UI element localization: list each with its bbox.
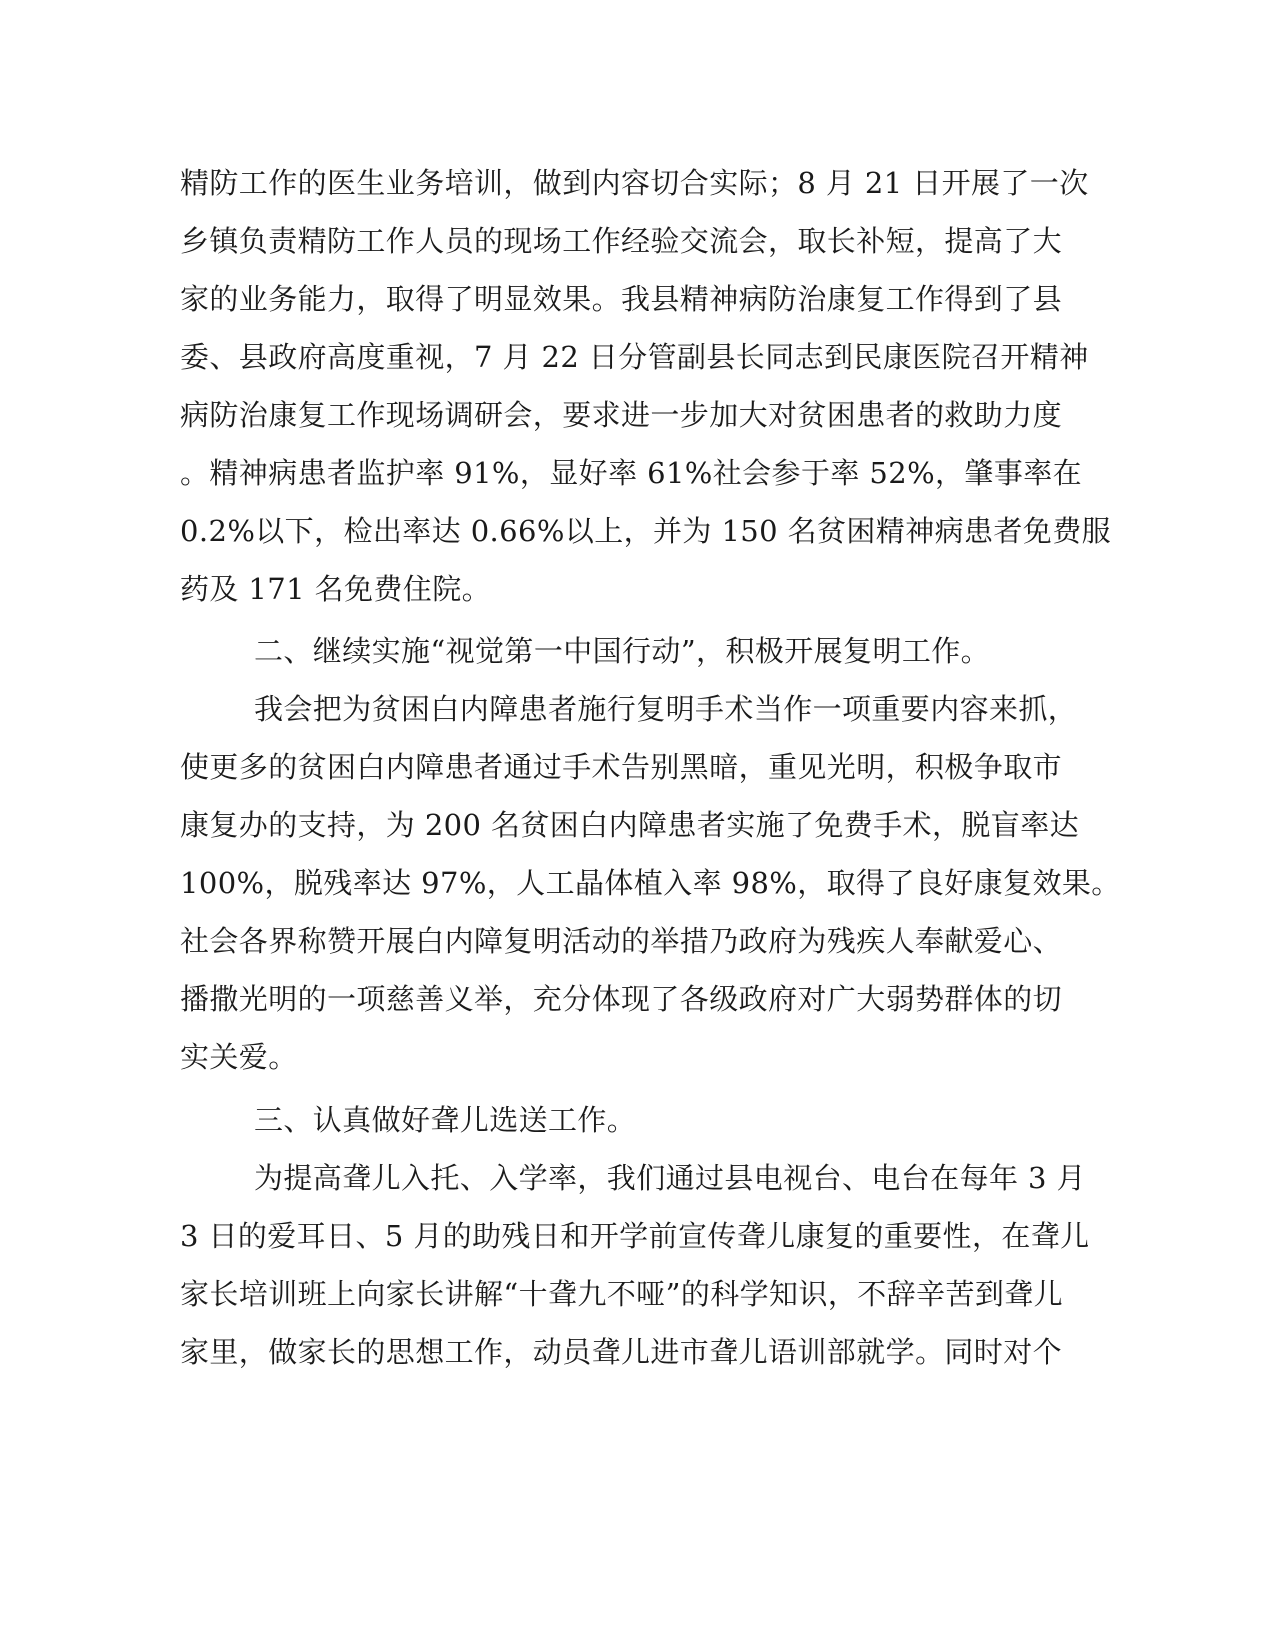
body-text-line: 家里，做家长的思想工作，动员聋儿进市聋儿语训部就学。同时对个 [180,1335,1063,1369]
paragraph-first-line: 为提高聋儿入托、入学率，我们通过县电视台、电台在每年 3 月 [254,1161,1086,1195]
body-text-line: 播撒光明的一项慈善义举，充分体现了各级政府对广大弱势群体的切 [180,982,1063,1016]
body-text-line: 病防治康复工作现场调研会，要求进一步加大对贫困患者的救助力度 [180,398,1063,432]
body-text-line: 100%，脱残率达 97%，人工晶体植入率 98%，取得了良好康复效果。 [180,866,1121,900]
body-text-line: 康复办的支持，为 200 名贫困白内障患者实施了免费手术，脱盲率达 [180,808,1079,842]
body-text-line: 家的业务能力，取得了明显效果。我县精神病防治康复工作得到了县 [180,282,1063,316]
body-text-line: 家长培训班上向家长讲解“十聋九不哑”的科学知识，不辞辛苦到聋儿 [180,1277,1064,1311]
body-text-line: 使更多的贫困白内障患者通过手术告别黑暗，重见光明，积极争取市 [180,750,1063,784]
paragraph-first-line: 我会把为贫困白内障患者施行复明手术当作一项重要内容来抓， [254,692,1078,726]
body-text-line: 实关爱。 [180,1040,298,1074]
body-text-line: 0.2%以下，检出率达 0.66%以上，并为 150 名贫困精神病患者免费服 [180,514,1112,548]
body-text-line: 3 日的爱耳日、5 月的助残日和开学前宣传聋儿康复的重要性，在聋儿 [180,1219,1090,1253]
section-heading-3: 三、认真做好聋儿选送工作。 [254,1103,637,1137]
body-text-line: 药及 171 名免费住院。 [180,572,491,606]
body-text-line: 委、县政府高度重视，7 月 22 日分管副县长同志到民康医院召开精神 [180,340,1089,374]
body-text-line: 乡镇负责精防工作人员的现场工作经验交流会，取长补短，提高了大 [180,224,1063,258]
body-text-line: 精防工作的医生业务培训，做到内容切合实际；8 月 21 日开展了一次 [180,166,1089,200]
section-heading-2: 二、继续实施“视觉第一中国行动”，积极开展复明工作。 [254,634,991,668]
body-text-line: 。精神病患者监护率 91%，显好率 61%社会参于率 52%，肇事率在 [180,456,1083,490]
body-text-line: 社会各界称赞开展白内障复明活动的举措乃政府为残疾人奉献爱心、 [180,924,1063,958]
